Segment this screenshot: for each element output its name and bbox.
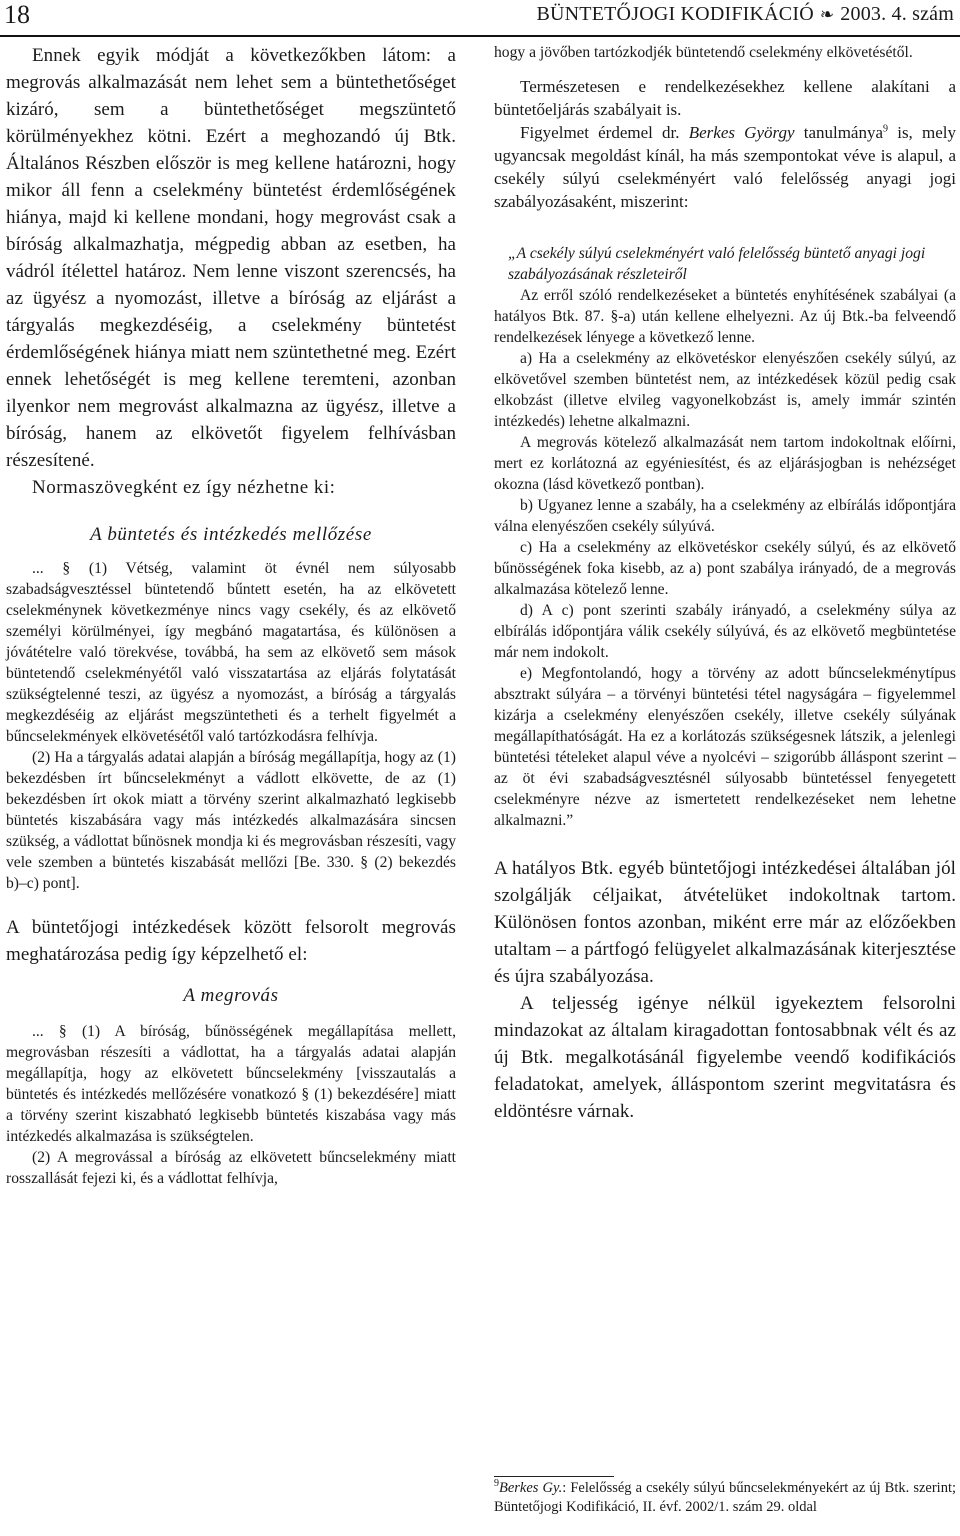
page-number: 18: [4, 0, 30, 29]
quote-heading: „A csekély súlyú cselekményért való felelősség büntető anyagi jogi szabályozásának részleteiről: [508, 245, 926, 283]
law-text: ... § (1) A bíróság, bűnösségének megállapítása mellett, megrovásban részesíti a vádlottat, ha a tárgyalás adatai alapján megállapítja, hogy az elkövetett bűncselekmény [visszautalás a büntetés és intézkedés mellőzésére vonatkozó § (1) bekezdésére] miatt a törvény szerint kiszabható legkisebb büntetés kiszabása vagy más intézkedés alkalmazása is szükségtelen.: [6, 1023, 456, 1145]
footnote-number: 9: [494, 1478, 499, 1490]
footnote-marker: 9: [883, 123, 889, 135]
paragraph: Ennek egyik módját a következőkben látom: a megrovás alkalmazását nem lehet sem a büntethetőséget kizáró, sem a büntethetőséget megszüntető körülményekhez kötni. Ezért a meghozandó új Btk. Általános Részben először is meg kellene határozni, hogy mikor áll fenn a cselekmény büntetést érdemlőségének hiánya, majd ki kellene mondani, hogy megrovást csak a bíróság alkalmazhatja, mégpedig abban az esetben, ha vádról ítélettel határoz. Nem lenne viszont szerencsés, ha az ügyész a nyomozást, illetve a bíróság az eljárást a tárgyalás megkezdéséig, a cselekmény büntetést érdemlőségének hiánya miatt nem szüntethetné meg. Ezért ennek lehetőségét is meg kellene teremteni, azonban ilyenkor nem megrovást alkalmazna az ügyész, illetve a bíróság, hanem az elkövetőt figyelem felhívásban részesítené.: [6, 45, 456, 471]
footnote: [494, 1479, 956, 1517]
footnote-text: : Felelősség a csekély súlyú bűncselekményekért az új Btk. szerint; Büntetőjogi Kodifikáció, II. évf. 2002/1. szám 29. oldal: [494, 1480, 956, 1515]
quote-text: c) Ha a cselekmény az elkövetéskor csekély súlyú, és az elkövető bűnösségének foka kisebb, az a) pont szabálya irányadó, de a megrovás alkalmazása kötelező lenne.: [494, 539, 956, 598]
section-heading: A büntetés és intézkedés mellőzése: [90, 524, 372, 545]
paragraph: Normaszövegként ez így nézhetne ki:: [32, 477, 336, 498]
quote-text: Az erről szóló rendelkezéseket a büntetés enyhítésének szabályai (a hatályos Btk. 87. §-a) után kellene elhelyezni. Az új Btk.-ba felveendő rendelkezések lényege a következő lenne.: [494, 287, 956, 346]
issue-label: 2003. 4. szám: [840, 3, 954, 25]
quote-text: A megrovás kötelező alkalmazását nem tartom indokoltnak előírni, mert ez korlátozná az egyéniesítést, és az eljárásjogban is nehézséget okozna (lásd következő pontban).: [494, 434, 956, 493]
paragraph: Természetesen e rendelkezésekhez kellene alakítani a büntetőeljárás szabályait is.: [494, 77, 956, 119]
footnote-author: Berkes Gy.: [499, 1480, 563, 1496]
paragraph: A hatályos Btk. egyéb büntetőjogi intézkedései általában jól szolgálják céljaikat, átvételüket indokoltnak tartom. Különösen fontos azonban, miként erre már az előzőekben utaltam – a pártfogó felügyelet alkalmazásának kiterjesztése és újra szabályozása.: [494, 858, 956, 987]
running-title: [536, 3, 954, 26]
paragraph: A teljesség igénye nélkül igyekeztem felsorolni mindazokat az általam kiragadottan fontosabbnak vélt és az új Btk. megalkotásánál figyelembe veendő kodifikációs feladatokat, amelyek, álláspontom szerint megvitatásra és eldöntésre várnak.: [494, 993, 956, 1122]
law-text: ... § (1) Vétség, valamint öt évnél nem súlyosabb szabadságvesztéssel büntetendő bűntett esetén, ha az elkövetett cselekménynek következménye nincs vagy csekély, és az elkövető személyi körülményei, így megbánó magatartása, és különösen a jóvátételre való törekvése, továbbá, ha sem az elkövető sem mások büntetendő cselekményétől való visszatartása az eljárás folytatását szükségtelenné teszi, az ügyész a nyomozást, a bíróság a tárgyalás megkezdéséig az eljárást megszüntetheti és a terhelt figyelmét a bűncselekmények elkövetésétől való tartózkodásra felhívja.: [6, 560, 456, 745]
author-name: Berkes György: [688, 123, 795, 142]
journal-title: BÜNTETŐJOGI KODIFIKÁCIÓ: [536, 3, 814, 25]
law-text: (2) A megrovással a bíróság az elkövetett bűncselekmény miatt rosszallását fejezi ki, és a vádlottat felhívja,: [6, 1149, 456, 1187]
header-rule: [0, 35, 960, 37]
paragraph: Figyelmet érdemel dr. Berkes György tanulmánya$^9$ is, mely ugyancsak megoldást kínál, ha más szempontokat véve is alapul, a csekély súlyú cselekményért való felelősség anyagi jogi szabályozásaként, miszerint:: [494, 123, 956, 211]
quote-text: b) Ugyanez lenne a szabály, ha a cselekmény az elbírálás időpontjára válna elenyészően csekély súlyúvá.: [494, 497, 956, 535]
law-text: (2) Ha a tárgyalás adatai alapján a bíróság megállapítja, hogy az (1) bekezdésben írt bűncselekményt a vádlott elkövette, de az (1) bekezdésben írt okok miatt a törvény szerint alkalmazható legkisebb büntetés kiszabására vagy más intézkedés alkalmazására sincsen szükség, a vádlottat bűnösnek mondja ki és megrovásban részesíti, vagy vele szemben a büntetés kiszabását mellőzi [Be. 330. § (2) bekezdés b)–c) pont].: [6, 749, 456, 892]
right-column: [494, 40, 956, 1125]
quote-text: d) A c) pont szerinti szabály irányadó, a cselekmény súlya az elbírálás időpontjára válik csekély súlyúvá, és az elkövető megbüntetése már nem indokolt.: [494, 602, 956, 661]
footnote-rule: [494, 1476, 614, 1477]
section-heading: A megrovás: [183, 985, 279, 1006]
quote-text: a) Ha a cselekmény az elkövetéskor elenyészően csekély súlyú, az elkövetővel szemben büntetést nem, az intézkedések közül pedig csak elkobzást (illetve elvileg vagyonelkobzást is, amely immár szintén intézkedés) lehetne alkalmazni.: [494, 350, 956, 430]
left-column: [6, 40, 456, 1189]
running-header: [0, 0, 960, 40]
paragraph: hogy a jövőben tartózkodjék büntetendő cselekmény elkövetésétől.: [494, 44, 913, 61]
paragraph: A büntetőjogi intézkedések között felsorolt megrovás meghatározása pedig így képzelhető el:: [6, 917, 456, 965]
leaf-ornament-icon: ❧: [819, 5, 835, 24]
quote-text: e) Megfontolandó, hogy a törvény az adott bűncselekménytípus absztrakt súlyára – a törvényi büntetési tétel nagyságára – figyelemmel kizárja a cselekmény elenyészően csekély, illetve csekély súlyának megállapíthatóságát. Ha ez a korlátozás szükségesnek látszik, a jelenlegi büntetési tételeket alapul véve a nyolcévi – szigorúbb álláspont szerint – az öt évi szabadságvesztésnél súlyosabb büntetéssel fenyegetett cselekményre nézve az ismertetett rendelkezéseket nem lehetne alkalmazni.”: [494, 665, 956, 829]
